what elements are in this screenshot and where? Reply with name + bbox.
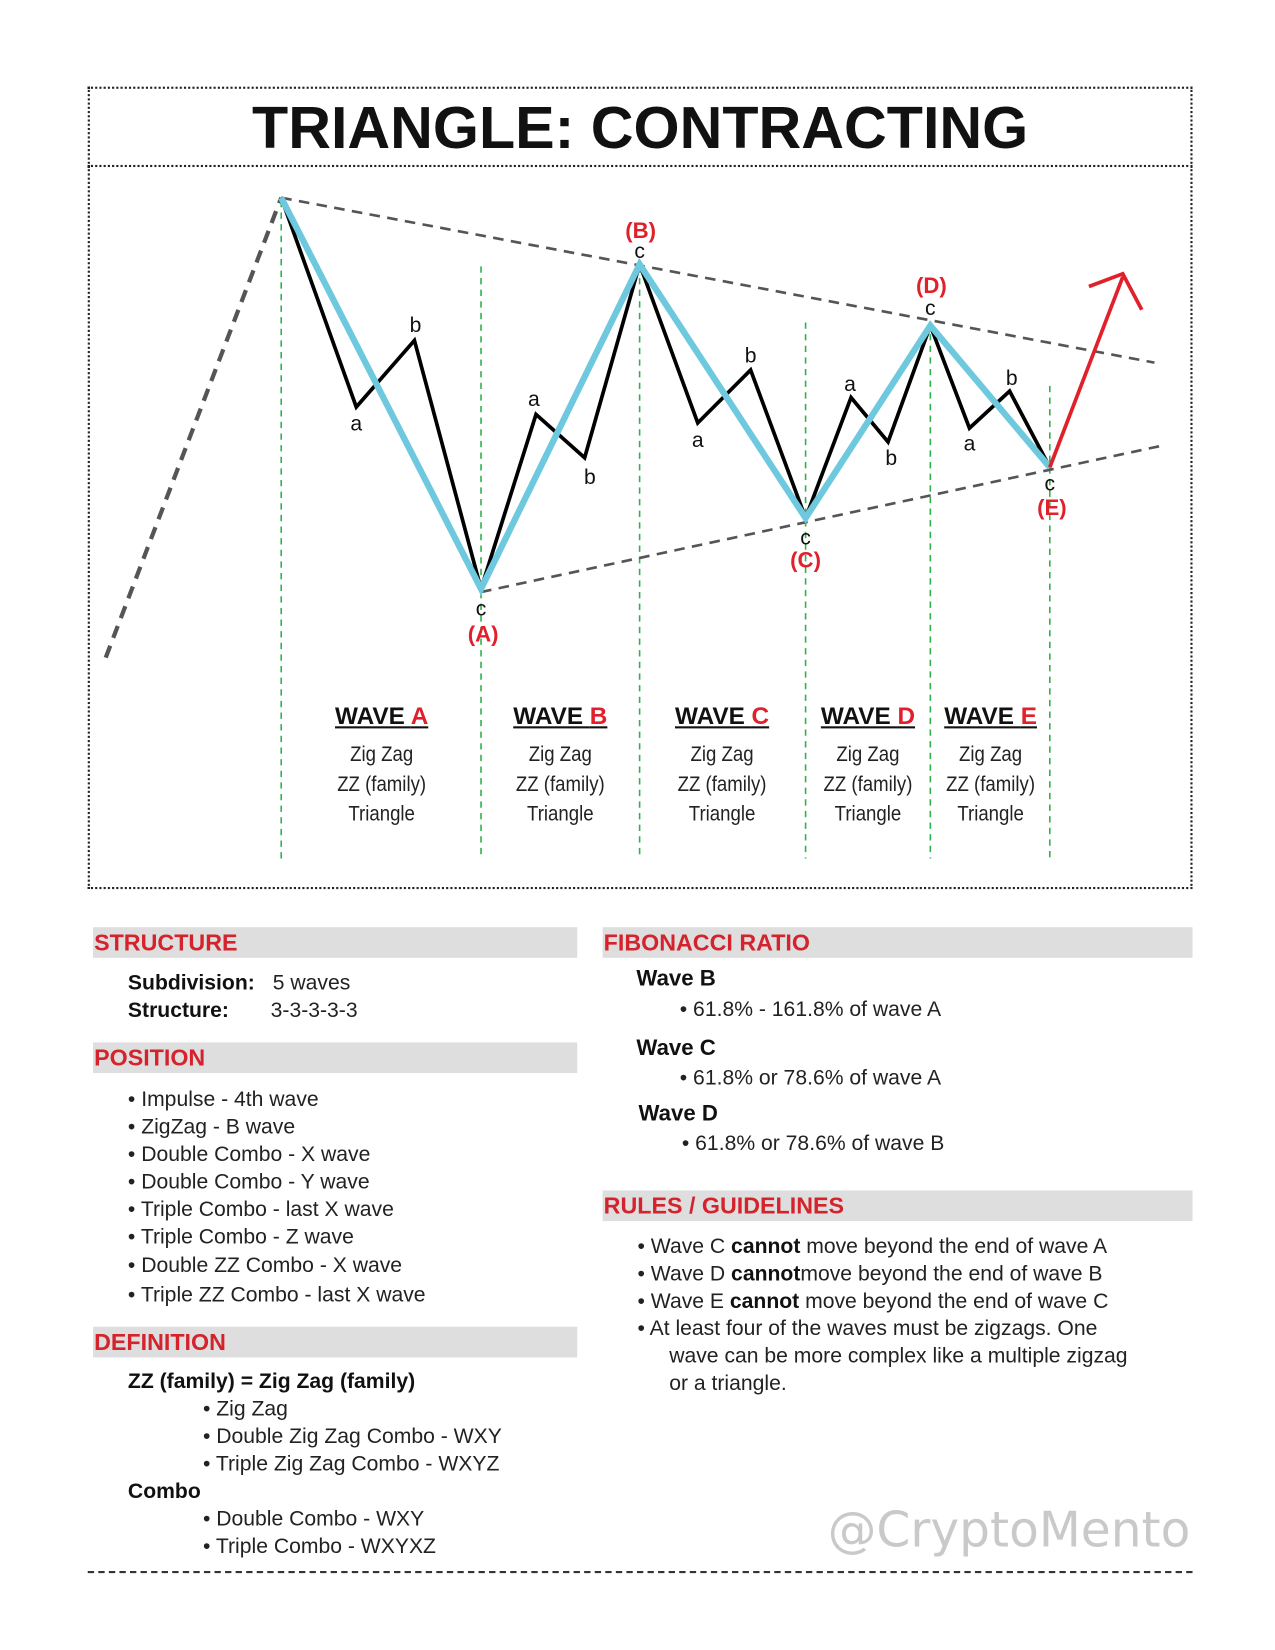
wave-type: Triangle [688,802,756,826]
wave-type: ZZ (family) [823,772,913,797]
combo-title: Combo [127,1480,201,1504]
sub-wave-label: c [475,597,487,621]
rule-item: • At least four of the waves must be zigzags. One [637,1317,1098,1341]
wave-type: ZZ (family) [946,772,1036,797]
zz-item: • Triple Zig Zag Combo - WXYZ [202,1452,500,1476]
rule-item [637,1262,1102,1286]
wave-type: ZZ (family) [337,772,427,797]
wave-column [492,702,629,829]
wave-type: Zig Zag [690,743,754,767]
position-item: • Double Combo - X wave [127,1142,371,1167]
rule-text: • Wave C [637,1234,732,1259]
rule-item [637,1290,1108,1314]
sub-wave-label: a [963,432,976,456]
fib-ratio-c: • 61.8% or 78.6% of wave A [679,1066,942,1090]
wave-type: Triangle [834,802,902,826]
wave-heading-prefix: WAVE [335,701,411,730]
rule-emphasis: cannot [731,1234,801,1259]
wave-heading-prefix: WAVE [513,701,590,730]
wave-column [313,702,450,829]
structure-value: 3-3-3-3-3 [270,999,358,1023]
wave-heading-letter: E [1020,701,1037,730]
wave-heading-letter: A [410,701,429,730]
main-wave-label: (E) [1037,494,1067,520]
structure-heading: STRUCTURE [93,927,577,958]
rule-emphasis: cannot [729,1289,800,1314]
rule-item-cont: wave can be more complex like a multiple zigzag [669,1344,1128,1369]
wave-type: ZZ (family) [677,772,767,797]
rule-text: move beyond the end of wave A [800,1234,1108,1259]
main-wave-label: (C) [790,547,821,573]
wave-heading-letter: C [751,701,770,730]
wave-type: Triangle [348,802,415,826]
wave-heading-prefix: WAVE [944,701,1021,730]
watermark: @CryptoMento [827,1501,1191,1559]
wave-heading [653,702,790,731]
zz-family-title: ZZ (family) = Zig Zag (family) [127,1370,416,1394]
breakout-arrow [1050,274,1142,467]
sub-wave-label: b [744,344,757,368]
sub-wave-label: a [528,387,540,411]
position-item: • Triple ZZ Combo - last X wave [127,1283,426,1307]
rule-item [637,1235,1107,1259]
position-item: • Triple Combo - last X wave [127,1197,394,1222]
wave-heading-letter: B [589,701,608,730]
structure-label: Structure: [127,999,229,1023]
wave-type: ZZ (family) [515,772,605,797]
prior-wave-line [106,198,281,658]
fib-wave-c: Wave C [636,1036,716,1061]
wave-type: Zig Zag [959,743,1023,767]
sub-wave-label: b [885,447,898,471]
wave-type: Zig Zag [350,743,414,767]
subdivision-value: 5 waves [272,971,351,995]
definition-heading: DEFINITION [93,1327,577,1358]
sub-wave-label: c [800,526,811,550]
bottom-divider [88,1571,1193,1573]
main-wave-line [281,198,1050,589]
position-item: • Double ZZ Combo - X wave [127,1253,403,1278]
wave-heading [313,702,450,731]
sub-wave-label: b [409,313,422,337]
sub-wave-label: c [634,239,645,263]
combo-item: • Triple Combo - WXYXZ [202,1535,436,1559]
wave-heading [492,702,629,731]
sub-wave-label: a [844,373,856,397]
rule-text: move beyond the end of wave B [800,1262,1103,1286]
wave-heading-prefix: WAVE [820,701,898,730]
sub-wave-line [281,198,1050,589]
fib-wave-b: Wave B [636,966,716,991]
sub-wave-label: c [1044,472,1056,496]
wave-column [922,702,1059,829]
position-item: • Impulse - 4th wave [127,1087,319,1112]
upper-trendline [281,198,1154,363]
sub-wave-label: a [350,412,363,436]
rule-item-cont: or a triangle. [669,1372,787,1396]
position-heading: POSITION [93,1042,577,1073]
wave-type: Zig Zag [836,743,900,767]
fibonacci-heading: FIBONACCI RATIO [603,927,1193,958]
wave-heading [922,702,1059,731]
main-wave-label: (D) [915,272,947,298]
fib-wave-d: Wave D [638,1101,718,1126]
wave-column [653,702,790,829]
wave-heading-letter: D [897,701,916,730]
combo-item: • Double Combo - WXY [202,1507,425,1531]
rule-text: move beyond the end of wave C [799,1289,1109,1314]
fib-ratio-d: • 61.8% or 78.6% of wave B [681,1132,945,1156]
main-wave-label: (B) [625,217,657,243]
page-title: TRIANGLE: CONTRACTING [252,93,1029,161]
sub-wave-label: a [691,429,704,453]
rules-heading: RULES / GUIDELINES [603,1190,1193,1221]
wave-type: Triangle [527,802,594,826]
wave-type: Zig Zag [528,743,592,767]
main-wave-label: (A) [467,621,499,647]
subdivision-label: Subdivision: [127,971,255,995]
position-item: • Triple Combo - Z wave [127,1225,354,1249]
zz-item: • Zig Zag [202,1397,288,1421]
rule-text: • Wave E [637,1289,730,1314]
wave-heading [799,702,936,731]
position-item: • Double Combo - Y wave [127,1170,370,1194]
wave-column [799,702,936,829]
wave-heading-prefix: WAVE [674,701,752,730]
sub-wave-label: b [584,466,596,490]
sub-wave-label: c [925,297,936,321]
fib-ratio-b: • 61.8% - 161.8% of wave A [679,997,942,1022]
position-item: • ZigZag - B wave [127,1115,296,1139]
rule-emphasis: cannot [731,1262,801,1286]
wave-type: Triangle [957,802,1024,826]
zz-item: • Double Zig Zag Combo - WXY [202,1425,502,1449]
rule-text: • Wave D [637,1262,732,1286]
sub-wave-label: b [1005,366,1018,390]
